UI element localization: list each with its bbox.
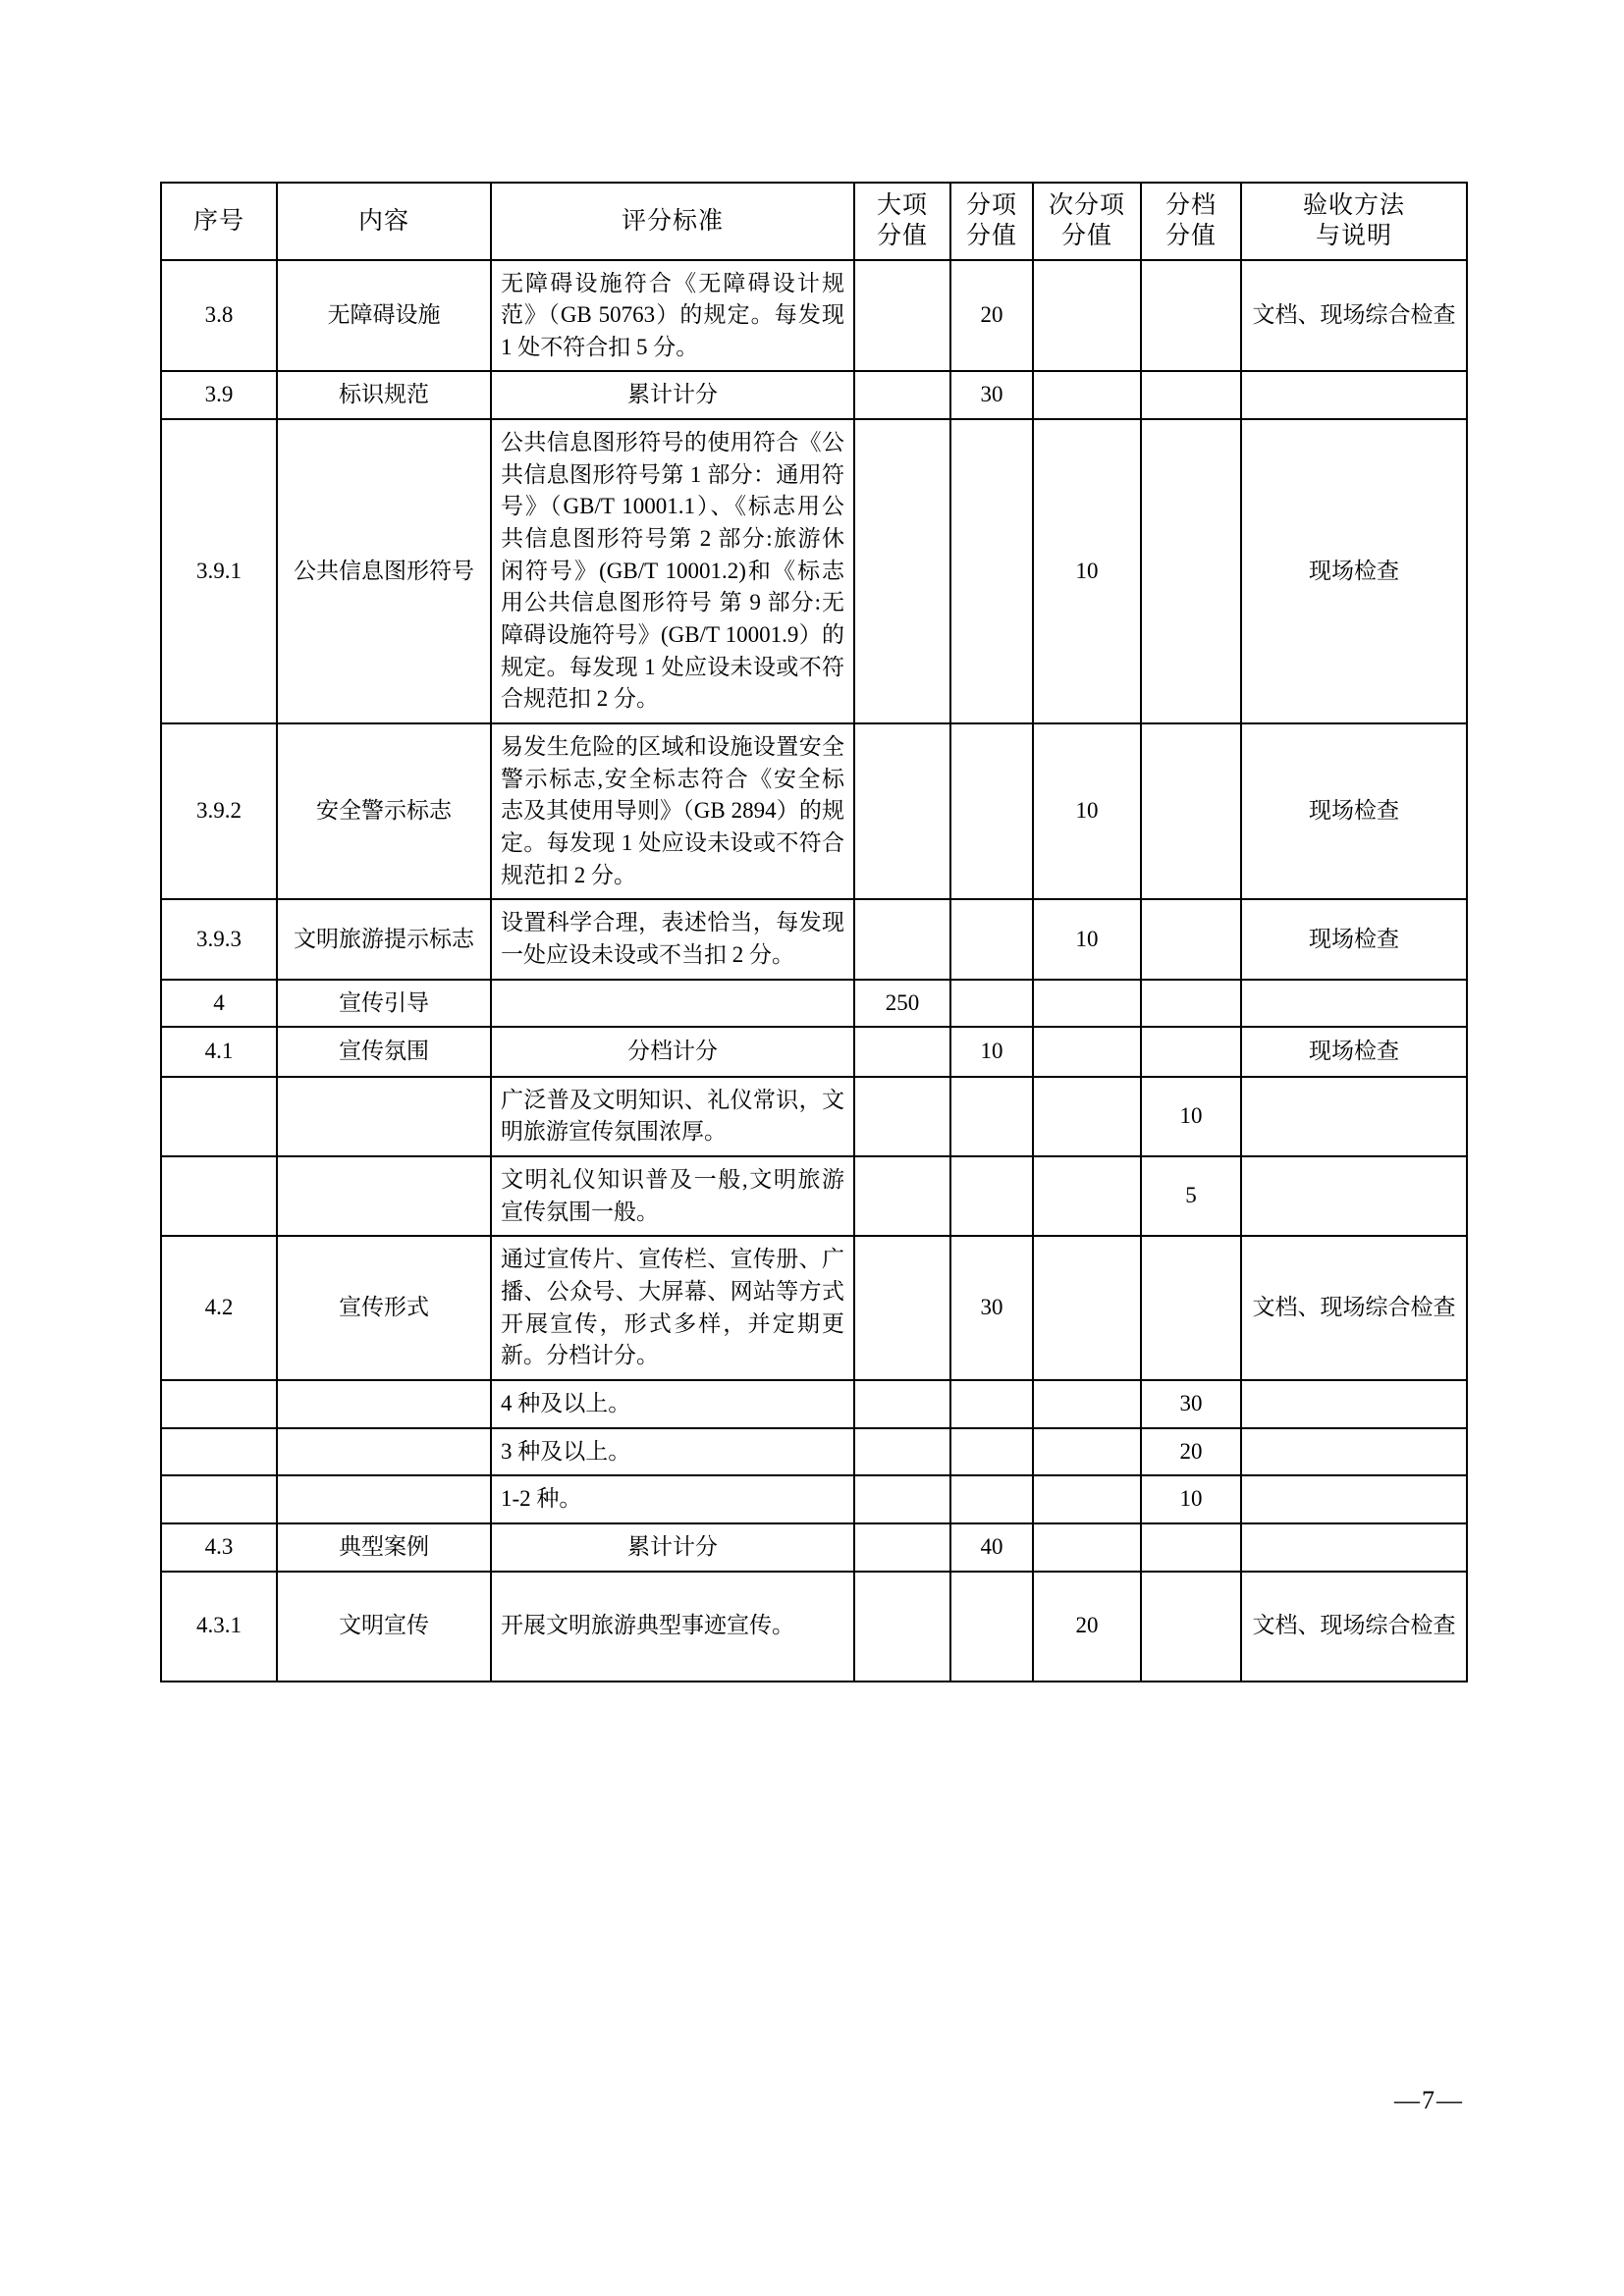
cell-major-score (854, 1380, 950, 1428)
cell-serial: 3.9.1 (161, 419, 277, 723)
cell-standard: 4 种及以上。 (491, 1380, 854, 1428)
cell-content: 宣传氛围 (277, 1027, 491, 1077)
cell-method (1241, 1475, 1467, 1523)
cell-sub-score (950, 723, 1033, 899)
cell-major-score (854, 1475, 950, 1523)
cell-major-score (854, 1428, 950, 1476)
column-header-sub-score: 分项 分值 (950, 183, 1033, 260)
cell-standard: 累计计分 (491, 1523, 854, 1572)
cell-sub-score (950, 980, 1033, 1028)
cell-sub-score: 30 (950, 1236, 1033, 1380)
cell-standard: 易发生危险的区域和设施设置安全警示标志,安全标志符合《安全标志及其使用导则》（GB 2894）的规定。每发现 1 处应设未设或不符合规范扣 2 分。 (491, 723, 854, 899)
cell-serial (161, 1475, 277, 1523)
cell-method (1241, 980, 1467, 1028)
cell-standard: 1-2 种。 (491, 1475, 854, 1523)
cell-method (1241, 1156, 1467, 1236)
cell-standard: 无障碍设施符合《无障碍设计规范》（GB 50763）的规定。每发现 1 处不符合扣 5 分。 (491, 260, 854, 372)
table-row (161, 1236, 1467, 1380)
cell-content: 文明宣传 (277, 1572, 491, 1682)
cell-content: 文明旅游提示标志 (277, 899, 491, 979)
cell-standard (491, 980, 854, 1028)
cell-subsub-score (1033, 371, 1141, 419)
table-row (161, 1156, 1467, 1236)
cell-content: 公共信息图形符号 (277, 419, 491, 723)
cell-subsub-score: 20 (1033, 1572, 1141, 1682)
cell-major-score (854, 1523, 950, 1572)
scoring-table-wrapper (160, 182, 1466, 1682)
cell-serial: 3.9.3 (161, 899, 277, 979)
cell-major-score (854, 1236, 950, 1380)
cell-subsub-score (1033, 260, 1141, 372)
cell-standard: 通过宣传片、宣传栏、宣传册、广播、公众号、大屏幕、网站等方式开展宣传，形式多样，并定期更新。分档计分。 (491, 1236, 854, 1380)
cell-tier-score (1141, 371, 1241, 419)
cell-major-score (854, 419, 950, 723)
cell-sub-score: 30 (950, 371, 1033, 419)
cell-tier-score (1141, 260, 1241, 372)
column-header-tier-score: 分档 分值 (1141, 183, 1241, 260)
column-header-content: 内容 (277, 183, 491, 260)
page-number: —7— (1394, 2086, 1464, 2114)
cell-serial: 3.8 (161, 260, 277, 372)
cell-method: 现场检查 (1241, 899, 1467, 979)
table-body (161, 260, 1467, 1682)
cell-major-score (854, 1156, 950, 1236)
table-row (161, 1380, 1467, 1428)
cell-tier-score (1141, 1027, 1241, 1077)
cell-subsub-score: 10 (1033, 419, 1141, 723)
cell-major-score (854, 723, 950, 899)
table-header (161, 183, 1467, 260)
cell-serial (161, 1077, 277, 1156)
table-row (161, 1077, 1467, 1156)
cell-content (277, 1428, 491, 1476)
cell-major-score (854, 371, 950, 419)
cell-serial: 4 (161, 980, 277, 1028)
cell-tier-score (1141, 1523, 1241, 1572)
cell-sub-score (950, 1572, 1033, 1682)
table-header-row (161, 183, 1467, 260)
cell-sub-score (950, 899, 1033, 979)
table-row (161, 723, 1467, 899)
table-row (161, 1428, 1467, 1476)
cell-standard: 3 种及以上。 (491, 1428, 854, 1476)
cell-serial (161, 1380, 277, 1428)
column-header-subsub-score: 次分项 分值 (1033, 183, 1141, 260)
cell-sub-score: 10 (950, 1027, 1033, 1077)
table-row (161, 899, 1467, 979)
cell-standard: 设置科学合理，表述恰当，每发现一处应设未设或不当扣 2 分。 (491, 899, 854, 979)
cell-subsub-score (1033, 1077, 1141, 1156)
column-header-major-score: 大项 分值 (854, 183, 950, 260)
cell-sub-score (950, 1475, 1033, 1523)
column-header-serial: 序号 (161, 183, 277, 260)
table-row (161, 1523, 1467, 1572)
table-row (161, 1027, 1467, 1077)
table-row (161, 419, 1467, 723)
cell-content: 典型案例 (277, 1523, 491, 1572)
cell-subsub-score: 10 (1033, 899, 1141, 979)
cell-sub-score (950, 1380, 1033, 1428)
cell-method: 文档、现场综合检查 (1241, 260, 1467, 372)
cell-content: 宣传形式 (277, 1236, 491, 1380)
cell-method: 现场检查 (1241, 723, 1467, 899)
cell-major-score (854, 1027, 950, 1077)
cell-method: 现场检查 (1241, 419, 1467, 723)
cell-serial: 4.3 (161, 1523, 277, 1572)
cell-sub-score: 20 (950, 260, 1033, 372)
cell-major-score (854, 899, 950, 979)
cell-major-score (854, 260, 950, 372)
cell-serial: 4.3.1 (161, 1572, 277, 1682)
cell-method (1241, 1380, 1467, 1428)
cell-tier-score: 20 (1141, 1428, 1241, 1476)
cell-serial: 4.2 (161, 1236, 277, 1380)
cell-content: 标识规范 (277, 371, 491, 419)
table-row (161, 1475, 1467, 1523)
cell-method: 现场检查 (1241, 1027, 1467, 1077)
cell-content: 宣传引导 (277, 980, 491, 1028)
cell-content: 无障碍设施 (277, 260, 491, 372)
cell-content: 安全警示标志 (277, 723, 491, 899)
cell-content (277, 1475, 491, 1523)
cell-tier-score: 10 (1141, 1475, 1241, 1523)
cell-sub-score (950, 419, 1033, 723)
cell-standard: 公共信息图形符号的使用符合《公共信息图形符号第 1 部分：通用符号》（GB/T 10001.1）、《标志用公共信息图形符号第 2 部分:旅游休闲符号》(GB/T 10001.2)和《标志用公共信息图形符号 第 9 部分:无障碍设施符号》(GB/T 10001.9）的规定。每发现 1 处应设未设或不符合规范扣 2 分。 (491, 419, 854, 723)
cell-serial (161, 1428, 277, 1476)
cell-tier-score: 5 (1141, 1156, 1241, 1236)
cell-method: 文档、现场综合检查 (1241, 1572, 1467, 1682)
cell-sub-score (950, 1077, 1033, 1156)
cell-subsub-score (1033, 1236, 1141, 1380)
cell-subsub-score: 10 (1033, 723, 1141, 899)
cell-method: 文档、现场综合检查 (1241, 1236, 1467, 1380)
cell-standard: 分档计分 (491, 1027, 854, 1077)
cell-major-score: 250 (854, 980, 950, 1028)
cell-subsub-score (1033, 1428, 1141, 1476)
cell-subsub-score (1033, 1380, 1141, 1428)
cell-tier-score (1141, 723, 1241, 899)
column-header-standard: 评分标准 (491, 183, 854, 260)
table-row (161, 980, 1467, 1028)
cell-method (1241, 371, 1467, 419)
cell-tier-score: 30 (1141, 1380, 1241, 1428)
cell-sub-score: 40 (950, 1523, 1033, 1572)
table-row (161, 260, 1467, 372)
cell-major-score (854, 1077, 950, 1156)
cell-major-score (854, 1572, 950, 1682)
column-header-method: 验收方法 与说明 (1241, 183, 1467, 260)
cell-subsub-score (1033, 1027, 1141, 1077)
cell-standard: 累计计分 (491, 371, 854, 419)
cell-subsub-score (1033, 980, 1141, 1028)
cell-standard: 开展文明旅游典型事迹宣传。 (491, 1572, 854, 1682)
cell-subsub-score (1033, 1523, 1141, 1572)
cell-content (277, 1077, 491, 1156)
cell-sub-score (950, 1156, 1033, 1236)
cell-serial: 4.1 (161, 1027, 277, 1077)
cell-serial: 3.9 (161, 371, 277, 419)
cell-serial: 3.9.2 (161, 723, 277, 899)
cell-content (277, 1380, 491, 1428)
cell-method (1241, 1523, 1467, 1572)
cell-sub-score (950, 1428, 1033, 1476)
cell-standard: 广泛普及文明知识、礼仪常识，文明旅游宣传氛围浓厚。 (491, 1077, 854, 1156)
cell-subsub-score (1033, 1475, 1141, 1523)
cell-tier-score (1141, 1572, 1241, 1682)
cell-tier-score (1141, 419, 1241, 723)
cell-serial (161, 1156, 277, 1236)
cell-content (277, 1156, 491, 1236)
table-row (161, 1572, 1467, 1682)
cell-tier-score (1141, 899, 1241, 979)
cell-standard: 文明礼仪知识普及一般,文明旅游宣传氛围一般。 (491, 1156, 854, 1236)
cell-tier-score (1141, 1236, 1241, 1380)
cell-method (1241, 1077, 1467, 1156)
cell-tier-score: 10 (1141, 1077, 1241, 1156)
cell-subsub-score (1033, 1156, 1141, 1236)
table-row (161, 371, 1467, 419)
scoring-table (160, 182, 1468, 1682)
cell-method (1241, 1428, 1467, 1476)
cell-tier-score (1141, 980, 1241, 1028)
